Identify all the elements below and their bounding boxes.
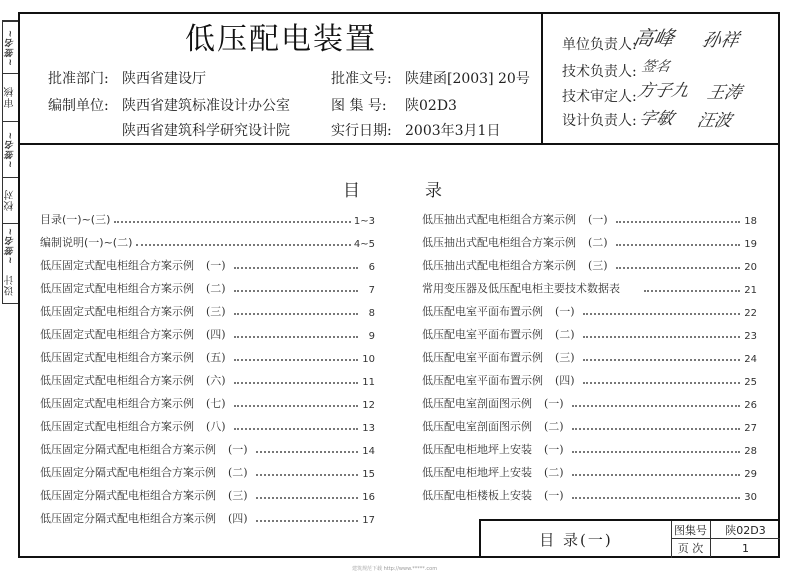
tech-responsible-label: 技术负责人: — [562, 64, 637, 80]
toc-entry[interactable] — [40, 457, 375, 480]
toc-entry-page: 18 — [744, 216, 757, 227]
atlas-no-label-cell: 图集号 — [671, 521, 711, 539]
toc-entry-page: 8 — [368, 308, 375, 319]
signature-unit-2: 孙祥 — [700, 30, 741, 51]
toc-entry-title: 低压固定式配电柜组合方案示例 — [40, 420, 194, 433]
toc-entry-title: 低压抽出式配电柜组合方案示例 — [422, 236, 576, 249]
side-label-design: 设计 — [5, 274, 16, 297]
toc-entry-page: 29 — [744, 469, 757, 480]
dot-leader — [234, 290, 358, 292]
toc-entry-page: 25 — [744, 377, 757, 388]
toc-entry-page: 28 — [744, 446, 757, 457]
dot-leader — [136, 244, 351, 246]
toc-entry-page: 12 — [362, 400, 375, 411]
toc-entry-page: 6 — [368, 262, 375, 273]
design-responsible-label: 设计负责人: — [562, 113, 637, 129]
toc-entry-sub: (二) — [555, 328, 575, 341]
toc-entry-page: 4~5 — [353, 239, 375, 250]
dot-leader — [256, 451, 358, 453]
toc-entry-sub: (四) — [555, 374, 575, 387]
toc-entry-title: 低压配电室平面布置示例 — [422, 305, 543, 318]
signature: ~签名~ — [6, 226, 16, 265]
dot-leader — [583, 359, 740, 361]
toc-entry-page: 26 — [744, 400, 757, 411]
side-cell-signature-top — [3, 21, 18, 73]
toc-entry-sub: (三) — [588, 259, 608, 272]
toc-entry-title: 目录(一)~(三) — [40, 213, 111, 226]
toc-entry[interactable] — [422, 204, 757, 227]
toc-entry-sub: (三) — [555, 351, 575, 364]
side-cell-signature-mid — [3, 121, 18, 177]
dot-leader — [583, 313, 740, 315]
dot-leader — [572, 497, 740, 499]
sheet-title: 目 录(一) — [481, 521, 672, 558]
toc-entry[interactable] — [40, 503, 375, 526]
dot-leader — [256, 520, 358, 522]
toc-entry[interactable] — [422, 250, 757, 273]
toc-entry-page: 21 — [744, 285, 757, 296]
toc-entry-page: 20 — [744, 262, 757, 273]
side-cell-design — [3, 267, 18, 304]
effective-date-value: 2003年3月1日 — [405, 123, 501, 139]
dot-leader — [583, 382, 740, 384]
toc-entry-page: 24 — [744, 354, 757, 365]
toc-entry-title: 低压配电室平面布置示例 — [422, 374, 543, 387]
toc-entry-title: 编制说明(一)~(二) — [40, 236, 133, 249]
toc-entry-sub: (一) — [544, 489, 564, 502]
toc-entry-page: 17 — [362, 515, 375, 526]
toc-entry-title: 低压配电柜地坪上安装 — [422, 443, 532, 456]
toc-entry-page: 14 — [362, 446, 375, 457]
watermark: 建筑规范下载 http://www.*****.com — [352, 566, 438, 572]
toc-entry-sub: (四) — [228, 512, 248, 525]
side-label-proofread: 校对 — [5, 189, 16, 212]
title-block — [479, 519, 780, 558]
toc-entry-sub: (一) — [544, 443, 564, 456]
toc-entry-page: 22 — [744, 308, 757, 319]
toc-entry-title: 低压固定式配电柜组合方案示例 — [40, 305, 194, 318]
toc-entry-sub: (二) — [206, 282, 226, 295]
toc-entry-title: 低压固定式配电柜组合方案示例 — [40, 397, 194, 410]
toc-entry[interactable] — [40, 434, 375, 457]
atlas-no-label: 图 集 号: — [331, 98, 387, 114]
approval-no-label: 批准文号: — [331, 71, 392, 87]
toc-entry[interactable] — [422, 457, 757, 480]
dot-leader — [644, 290, 740, 292]
signature-design-2: 汪波 — [695, 111, 734, 131]
toc-entry-page: 10 — [362, 354, 375, 365]
toc-entry-title: 低压配电室剖面图示例 — [422, 420, 532, 433]
header-vertical-divider — [541, 12, 543, 143]
toc-entry-page: 1~3 — [353, 216, 375, 227]
toc-entry-page: 16 — [362, 492, 375, 503]
toc-entry-page: 19 — [744, 239, 757, 250]
toc-entry[interactable] — [40, 365, 375, 388]
approval-no-value: 陕建函[2003] 20号 — [405, 71, 530, 87]
toc-entry[interactable] — [40, 388, 375, 411]
tech-review-label: 技术审定人: — [562, 89, 637, 105]
toc-entry[interactable] — [422, 480, 757, 503]
approving-dept-label: 批准部门: — [48, 71, 109, 87]
dot-leader — [572, 428, 740, 430]
toc-entry-page: 9 — [368, 331, 375, 342]
toc-entry-sub: (一) — [544, 397, 564, 410]
toc-entry-title: 低压固定式配电柜组合方案示例 — [40, 328, 194, 341]
toc-entry-sub: (八) — [206, 420, 226, 433]
toc-entry-sub: (三) — [228, 489, 248, 502]
toc-entry-page: 23 — [744, 331, 757, 342]
header-divider — [18, 143, 780, 145]
toc-entry[interactable] — [40, 342, 375, 365]
toc-entry-title: 低压固定式配电柜组合方案示例 — [40, 282, 194, 295]
dot-leader — [234, 267, 358, 269]
toc-entry-title: 低压抽出式配电柜组合方案示例 — [422, 213, 576, 226]
side-cell-proofread — [3, 177, 18, 223]
toc-entry[interactable] — [40, 411, 375, 434]
toc-entry-sub: (二) — [544, 420, 564, 433]
toc-entry-title: 低压配电室平面布置示例 — [422, 351, 543, 364]
toc-left-column — [40, 204, 375, 526]
toc-entry-page: 13 — [362, 423, 375, 434]
toc-entry-page: 7 — [368, 285, 375, 296]
dot-leader — [616, 221, 740, 223]
toc-entry-page: 30 — [744, 492, 757, 503]
dot-leader — [114, 221, 351, 223]
toc-entry[interactable] — [40, 227, 375, 250]
toc-entry[interactable] — [40, 319, 375, 342]
signature-unit-1: 高峰 — [631, 26, 677, 50]
toc-entry[interactable] — [40, 273, 375, 296]
side-cell-review — [3, 73, 18, 121]
toc-right-column — [422, 204, 757, 503]
toc-entry-sub: (二) — [544, 466, 564, 479]
toc-entry-title: 低压固定分隔式配电柜组合方案示例 — [40, 466, 216, 479]
signature-design-1: 字敏 — [637, 109, 676, 129]
toc-entry-title: 低压固定分隔式配电柜组合方案示例 — [40, 443, 216, 456]
toc-entry-title: 低压固定式配电柜组合方案示例 — [40, 374, 194, 387]
toc-entry-sub: (六) — [206, 374, 226, 387]
toc-entry-sub: (一) — [588, 213, 608, 226]
toc-entry[interactable] — [40, 480, 375, 503]
toc-entry[interactable] — [422, 319, 757, 342]
atlas-no-value: 陕02D3 — [405, 98, 457, 114]
dot-leader — [583, 336, 740, 338]
dot-leader — [572, 474, 740, 476]
page-label-cell: 页 次 — [671, 539, 711, 557]
toc-entry-title: 低压固定分隔式配电柜组合方案示例 — [40, 489, 216, 502]
toc-entry-sub: (一) — [228, 443, 248, 456]
toc-entry-title: 低压固定式配电柜组合方案示例 — [40, 259, 194, 272]
dot-leader — [234, 428, 358, 430]
dot-leader — [616, 267, 740, 269]
side-label-review: 审核 — [5, 86, 16, 109]
toc-entry[interactable] — [422, 434, 757, 457]
toc-entry-title: 低压配电室平面布置示例 — [422, 328, 543, 341]
toc-entry-sub: (二) — [588, 236, 608, 249]
toc-entry-sub: (一) — [555, 305, 575, 318]
dot-leader — [572, 405, 740, 407]
toc-entry-page: 27 — [744, 423, 757, 434]
dot-leader — [256, 474, 358, 476]
toc-entry[interactable] — [40, 296, 375, 319]
compiler-value-2: 陕西省建筑科学研究设计院 — [122, 123, 290, 139]
side-cell-signature-low — [3, 223, 18, 267]
signature-tech-1: 签名 — [640, 59, 672, 75]
toc-entry[interactable] — [40, 250, 375, 273]
toc-entry-title: 常用变压器及低压配电柜主要技术数据表 — [422, 282, 620, 295]
signature-review-2: 王涛 — [705, 83, 744, 103]
dot-leader — [234, 359, 358, 361]
toc-entry-title: 低压配电柜楼板上安装 — [422, 489, 532, 502]
toc-entry[interactable] — [422, 342, 757, 365]
dot-leader — [256, 497, 358, 499]
unit-responsible-label: 单位负责人: — [562, 37, 637, 53]
toc-entry[interactable] — [422, 273, 757, 296]
toc-entry-sub: (二) — [228, 466, 248, 479]
toc-entry-title: 低压固定分隔式配电柜组合方案示例 — [40, 512, 216, 525]
dot-leader — [616, 244, 740, 246]
page-title: 低压配电装置 — [185, 22, 377, 57]
toc-entry-title: 低压配电柜地坪上安装 — [422, 466, 532, 479]
signature-review-1: 方子九 — [635, 81, 691, 101]
page-value-cell: 1 — [742, 541, 749, 555]
toc-entry-sub: (四) — [206, 328, 226, 341]
binding-strip — [2, 20, 18, 304]
compiler-label: 编制单位: — [48, 98, 109, 114]
toc-entry-sub: (七) — [206, 397, 226, 410]
compiler-value-1: 陕西省建筑标准设计办公室 — [122, 98, 290, 114]
signature: ~签名~ — [6, 28, 16, 67]
toc-heading-left: 目 — [343, 181, 360, 201]
toc-entry-sub: (五) — [206, 351, 226, 364]
toc-entry-title: 低压固定式配电柜组合方案示例 — [40, 351, 194, 364]
atlas-no-value-cell: 陕02D3 — [711, 521, 780, 539]
toc-heading-right: 录 — [425, 181, 442, 201]
dot-leader — [572, 451, 740, 453]
approving-dept-value: 陕西省建设厅 — [122, 71, 206, 87]
toc-entry-page: 11 — [362, 377, 375, 388]
toc-entry[interactable] — [422, 411, 757, 434]
dot-leader — [234, 382, 358, 384]
toc-entry-page: 15 — [362, 469, 375, 480]
signature: ~签名~ — [6, 130, 16, 169]
toc-entry[interactable] — [422, 388, 757, 411]
toc-entry[interactable] — [422, 227, 757, 250]
effective-date-label: 实行日期: — [331, 123, 392, 139]
toc-entry[interactable] — [40, 204, 375, 227]
toc-entry-title: 低压配电室剖面图示例 — [422, 397, 532, 410]
toc-entry-title: 低压抽出式配电柜组合方案示例 — [422, 259, 576, 272]
toc-entry[interactable] — [422, 365, 757, 388]
dot-leader — [234, 405, 358, 407]
dot-leader — [234, 313, 358, 315]
dot-leader — [234, 336, 358, 338]
toc-entry-sub: (三) — [206, 305, 226, 318]
toc-entry-sub: (一) — [206, 259, 226, 272]
toc-entry[interactable] — [422, 296, 757, 319]
